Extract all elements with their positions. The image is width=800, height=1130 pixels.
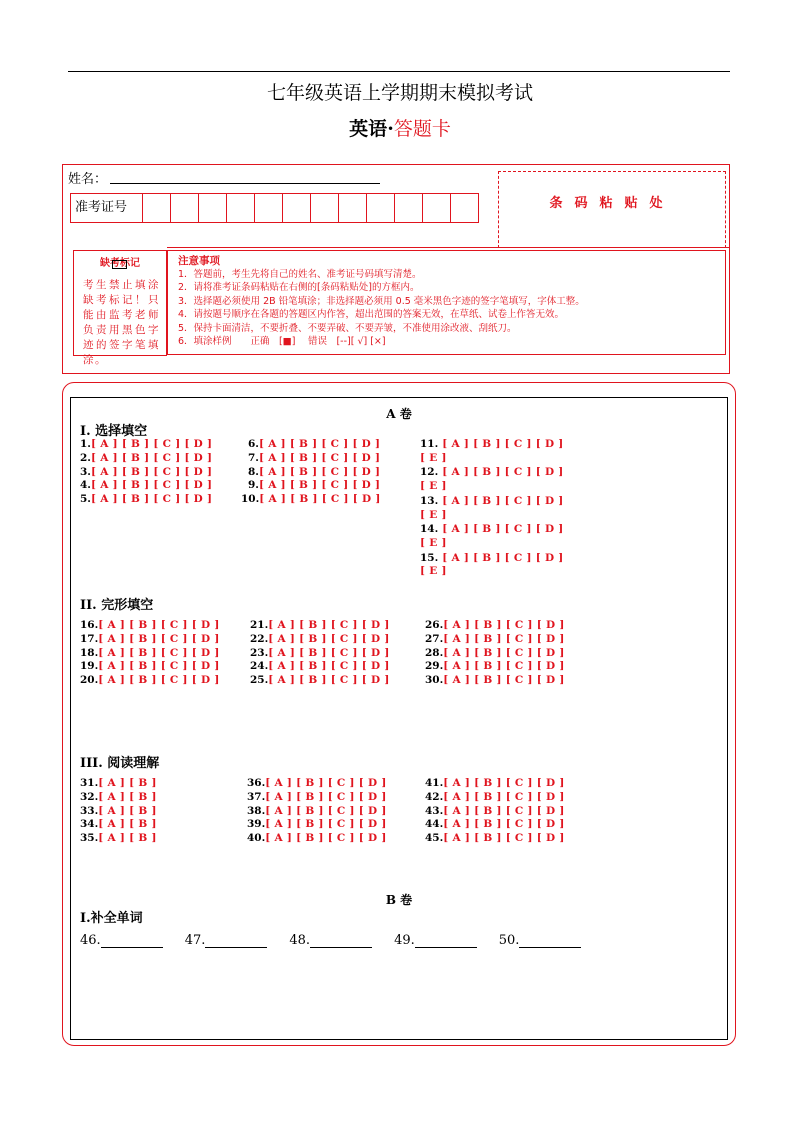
question-number: 24. [250, 660, 269, 673]
answer-options[interactable]: [ A ] [ B ] [ C ] [ D ] [265, 790, 387, 803]
question-number: 29. [425, 660, 444, 673]
question-number: 34. [80, 818, 99, 831]
question-number: 30. [425, 674, 444, 687]
answer-options[interactable]: [ A ] [ B ] [ C ] [ D ] [443, 619, 565, 631]
question-number: 12. [420, 466, 439, 479]
answer-options[interactable]: [ A ] [ B ] [ C ] [ D ] [443, 660, 565, 673]
answer-options[interactable]: [ A ] [ B ] [ C ] [ D ] [265, 832, 387, 845]
answer-options[interactable]: [ A ] [ B ] [ C ] [ D ] [443, 777, 565, 789]
note-item: 5．保持卡面清洁，不要折叠、不要弄破、不要弄皱，不准使用涂改液、刮纸刀。 [178, 322, 517, 334]
answer-options[interactable]: [ A ] [ B ] [ C ] [ D ] [98, 646, 220, 659]
answer-options[interactable]: [ A ] [ B ] [98, 777, 157, 789]
blank-number: 47. [184, 933, 206, 948]
question-number: 35. [80, 832, 99, 845]
question-number: 31. [80, 777, 99, 789]
question-number: 36. [247, 777, 266, 789]
answer-options[interactable]: [ A ] [ B ] [ C ] [ D ] [98, 660, 220, 673]
page-title: 七年级英语上学期期末模拟考试 [266, 82, 533, 104]
answer-options[interactable]: [ A ] [ B ] [ C ] [ D ] [259, 493, 381, 506]
answer-row[interactable] [241, 493, 381, 507]
section-b-label: B 卷 [385, 893, 413, 907]
info-divider [167, 247, 730, 248]
question-number: 27. [425, 632, 444, 645]
question-number: 6. [248, 438, 259, 450]
part-2-title: II. 完形填空 [80, 598, 154, 613]
answer-row[interactable] [247, 818, 387, 832]
answer-options[interactable]: [ A ] [ B ] [ C ] [ D ] [ E ] [420, 494, 564, 521]
answer-options[interactable]: [ A ] [ B ] [98, 804, 157, 817]
blank-number: 49. [394, 933, 415, 948]
question-number: 23. [250, 646, 269, 659]
part-2-column-1 [80, 619, 220, 688]
answer-row[interactable] [250, 660, 390, 674]
question-number: 28. [425, 646, 444, 659]
notes-title: 注意事项 [178, 255, 220, 267]
question-number: 20. [80, 674, 99, 687]
blank-number: 48. [289, 933, 311, 948]
question-number: 43. [425, 804, 444, 817]
barcode-label: 条码粘贴处 [549, 196, 675, 211]
answer-row[interactable] [425, 818, 565, 832]
question-number: 14. [420, 523, 439, 536]
answer-options[interactable]: [ A ] [ B ] [ C ] [ D ] [ E ] [420, 466, 564, 493]
part-2-column-2 [250, 619, 390, 688]
question-number: 22. [250, 632, 269, 645]
question-number: 25. [250, 674, 269, 687]
answer-options[interactable]: [ A ] [ B ] [ C ] [ D ] [90, 451, 213, 464]
part-2-column-3 [425, 619, 565, 688]
exam-number-cell[interactable] [367, 194, 395, 222]
answer-options[interactable]: [ A ] [ B ] [ C ] [ D ] [443, 832, 565, 845]
exam-number-grid [70, 193, 479, 223]
question-number: 32. [80, 790, 99, 803]
answer-options[interactable]: [ A ] [ B ] [ C ] [ D ] [268, 646, 390, 659]
note-item: 1．答题前，考生先将自己的姓名、准考证号码填写清楚。 [178, 269, 422, 280]
part-1-column-1 [80, 438, 212, 507]
absent-mark-box [73, 250, 167, 366]
part-3-column-1 [80, 777, 157, 846]
answer-row[interactable] [250, 619, 390, 633]
page-subtitle [0, 114, 800, 141]
answer-row[interactable] [241, 438, 381, 452]
answer-row[interactable] [80, 832, 157, 846]
answer-options[interactable]: [ A ] [ B ] [ C ] [ D ] [98, 619, 220, 631]
answer-options[interactable]: [ A ] [ B ] [ C ] [ D ] [443, 646, 565, 659]
exam-number-cell[interactable] [227, 194, 255, 222]
exam-number-cell[interactable] [283, 194, 311, 222]
answer-options[interactable]: [ A ] [ B ] [ C ] [ D ] [443, 818, 565, 831]
exam-number-cell[interactable] [451, 194, 478, 222]
answer-row[interactable] [425, 619, 565, 633]
blank-number: 46. [80, 933, 101, 948]
answer-options[interactable]: [ A ] [ B ] [ C ] [ D ] [443, 674, 565, 687]
blank-number: 50. [498, 933, 520, 948]
exam-number-cell[interactable] [255, 194, 283, 222]
answer-options[interactable]: [ A ] [ B ] [ C ] [ D ] [258, 438, 381, 450]
answer-row[interactable] [247, 805, 387, 819]
part-1-title: I. 选择填空 [80, 424, 148, 439]
answer-row[interactable] [80, 438, 212, 452]
answer-row[interactable] [80, 493, 212, 507]
question-number: 10. [241, 493, 260, 506]
question-number: 38. [247, 804, 266, 817]
answer-row[interactable] [80, 466, 212, 480]
question-number: 13. [420, 494, 439, 507]
answer-row[interactable] [250, 674, 390, 688]
answer-options[interactable]: [ A ] [ B ] [ C ] [ D ] [258, 465, 381, 478]
answer-row[interactable] [241, 479, 381, 493]
answer-row[interactable] [241, 466, 381, 480]
question-number: 16. [80, 619, 99, 631]
answer-options[interactable]: [ A ] [ B ] [ C ] [ D ] [90, 479, 213, 492]
question-number: 9. [248, 479, 259, 492]
answer-options[interactable]: [ A ] [ B ] [ C ] [ D ] [ E ] [420, 551, 564, 578]
answer-options[interactable]: [ A ] [ B ] [98, 832, 157, 845]
notes-box [167, 250, 726, 355]
answer-row[interactable] [247, 777, 387, 791]
answer-row[interactable] [80, 818, 157, 832]
question-number: 15. [420, 551, 439, 564]
answer-options[interactable]: [ A ] [ B ] [ C ] [ D ] [268, 660, 390, 673]
answer-row[interactable] [80, 479, 212, 493]
part-3-title: III. 阅读理解 [80, 756, 160, 771]
answer-options[interactable]: [ A ] [ B ] [ C ] [ D ] [443, 632, 565, 645]
answer-row[interactable] [80, 660, 220, 674]
question-number: 8. [248, 465, 259, 478]
answer-row[interactable] [425, 777, 565, 791]
answer-options[interactable]: [ A ] [ B ] [ C ] [ D ] [90, 438, 213, 450]
section-a-label: A 卷 [386, 407, 412, 421]
answer-row[interactable] [80, 619, 220, 633]
answer-options[interactable]: [ A ] [ B ] [ C ] [ D ] [98, 674, 220, 687]
answer-row[interactable] [80, 777, 157, 791]
question-number: 45. [425, 832, 444, 845]
absent-mark-checkbox[interactable] [112, 260, 127, 269]
answer-row[interactable] [425, 791, 565, 805]
answer-row[interactable] [241, 452, 381, 466]
note-item: 4．请按题号顺序在各题的答题区内作答，超出范围的答案无效，在草纸、试卷上作答无效。 [178, 309, 565, 321]
question-number: 3. [80, 465, 91, 478]
part-3-column-2 [247, 777, 387, 846]
answer-row[interactable] [420, 466, 570, 494]
answer-options[interactable]: [ A ] [ B ] [ C ] [ D ] [268, 674, 390, 687]
answer-row[interactable] [425, 805, 565, 819]
note-item: 3．选择题必须使用 2B 铅笔填涂；非选择题必须用 0.5 毫米黑色字迹的签字笔填写，字体工整。 [178, 295, 585, 307]
question-number: 17. [80, 632, 99, 645]
answer-row[interactable] [250, 633, 390, 647]
answer-options[interactable]: [ A ] [ B ] [ C ] [ D ] [265, 818, 387, 831]
blank-line[interactable] [101, 933, 163, 948]
card-label: 答题卡 [393, 118, 451, 140]
absent-mark-title: 缺考标记 [100, 258, 140, 269]
answer-row[interactable] [250, 647, 390, 661]
question-number: 21. [250, 619, 269, 631]
exam-number-cell[interactable] [311, 194, 339, 222]
question-number: 18. [80, 646, 99, 659]
answer-options[interactable]: [ A ] [ B ] [ C ] [ D ] [ E ] [420, 523, 564, 549]
answer-row[interactable] [420, 495, 570, 523]
question-number: 33. [80, 804, 99, 817]
question-number: 1. [80, 438, 91, 450]
answer-row[interactable] [80, 452, 212, 466]
exam-number-cell[interactable] [423, 194, 451, 222]
question-number: 11. [420, 438, 439, 450]
answer-row[interactable] [425, 647, 565, 661]
exam-number-cell[interactable] [395, 194, 423, 222]
question-number: 5. [80, 493, 91, 506]
answer-options[interactable]: [ A ] [ B ] [ C ] [ D ] [443, 790, 565, 803]
exam-number-label: 准考证号 [71, 194, 143, 222]
question-number: 44. [425, 818, 444, 831]
question-number: 26. [425, 619, 444, 631]
blank-line[interactable] [519, 933, 581, 948]
answer-row[interactable] [425, 660, 565, 674]
answer-options[interactable]: [ A ] [ B ] [ C ] [ D ] [265, 777, 387, 789]
question-number: 40. [247, 832, 266, 845]
blank-line[interactable] [310, 933, 372, 948]
top-rule [68, 71, 730, 72]
answer-options[interactable]: [ A ] [ B ] [ C ] [ D ] [258, 479, 381, 492]
note-item: 6．填涂样例 正确 [■] 错误 [--][ √] [×] [178, 336, 386, 348]
answer-row[interactable] [247, 791, 387, 805]
answer-options[interactable]: [ A ] [ B ] [ C ] [ D ] [90, 493, 213, 506]
answer-row[interactable] [80, 805, 157, 819]
answer-options[interactable]: [ A ] [ B ] [ C ] [ D ] [265, 804, 387, 817]
question-number: 41. [425, 777, 444, 789]
answer-options[interactable]: [ A ] [ B ] [ C ] [ D ] [443, 804, 565, 817]
answer-options[interactable]: [ A ] [ B ] [ C ] [ D ] [ E ] [420, 438, 564, 464]
answer-options[interactable]: [ A ] [ B ] [98, 790, 157, 803]
absent-mark-text: 考生禁止填涂缺考标记！只能由监考老师负责用黑色字迹的签字笔填涂。 [83, 279, 160, 366]
answer-options[interactable]: [ A ] [ B ] [98, 818, 157, 831]
subtitle-separator: · [387, 118, 394, 140]
exam-number-cell[interactable] [339, 194, 367, 222]
answer-row[interactable] [80, 674, 220, 688]
answer-options[interactable]: [ A ] [ B ] [ C ] [ D ] [268, 632, 390, 645]
answer-row[interactable] [247, 832, 387, 846]
subject-label: 英语 [349, 118, 388, 140]
name-field[interactable] [110, 183, 380, 184]
exam-number-cell[interactable] [143, 194, 171, 222]
name-label: 姓名： [68, 172, 108, 187]
fill-blank-row [80, 933, 603, 948]
answer-row[interactable] [420, 438, 570, 466]
answer-row[interactable] [425, 674, 565, 688]
question-number: 7. [248, 451, 259, 464]
answer-row[interactable] [425, 633, 565, 647]
part-3-column-3 [425, 777, 565, 846]
answer-options[interactable]: [ A ] [ B ] [ C ] [ D ] [90, 465, 213, 478]
blank-line[interactable] [205, 933, 267, 948]
question-number: 39. [247, 818, 266, 831]
question-number: 4. [80, 479, 91, 492]
part-1-column-3 [420, 438, 570, 580]
barcode-area [498, 171, 726, 248]
part-1-column-2 [241, 438, 381, 507]
answer-options[interactable]: [ A ] [ B ] [ C ] [ D ] [268, 619, 390, 631]
answer-row[interactable] [420, 552, 570, 580]
answer-options[interactable]: [ A ] [ B ] [ C ] [ D ] [98, 632, 220, 645]
exam-number-cell[interactable] [171, 194, 199, 222]
answer-row[interactable] [420, 523, 570, 551]
exam-number-cell[interactable] [199, 194, 227, 222]
note-item: 2．请将准考证条码粘贴在右侧的[条码粘贴处]的方框内。 [178, 282, 420, 294]
section-b-part-1-title: I.补全单词 [80, 911, 143, 926]
answer-row[interactable] [80, 791, 157, 805]
question-number: 2. [80, 451, 91, 464]
answer-row[interactable] [80, 647, 220, 661]
question-number: 19. [80, 660, 99, 673]
answer-options[interactable]: [ A ] [ B ] [ C ] [ D ] [258, 451, 381, 464]
answer-row[interactable] [425, 832, 565, 846]
blank-line[interactable] [415, 933, 477, 948]
answer-row[interactable] [80, 633, 220, 647]
question-number: 37. [247, 790, 266, 803]
question-number: 42. [425, 790, 444, 803]
